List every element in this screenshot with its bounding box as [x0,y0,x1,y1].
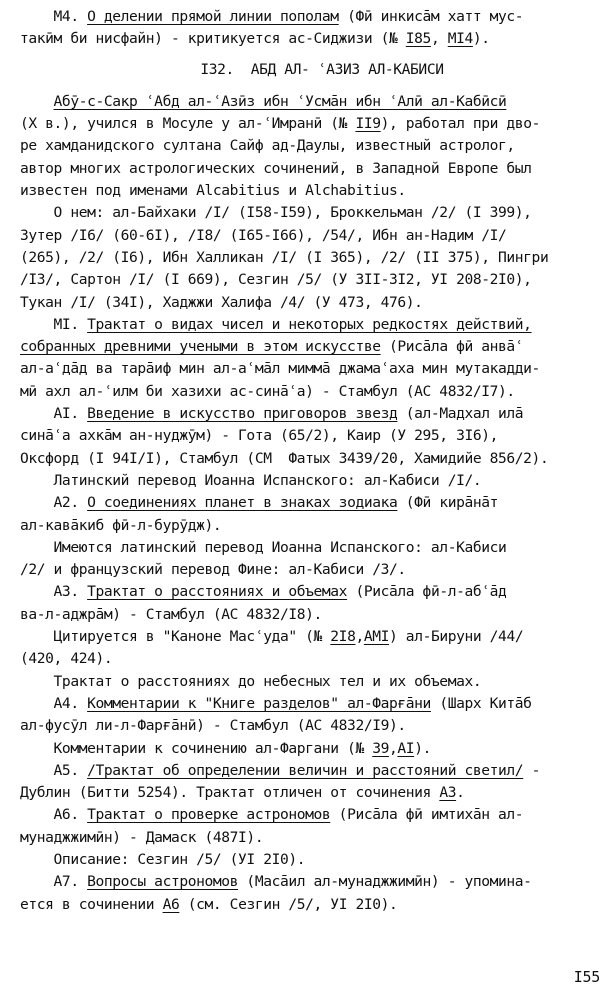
section-heading: I32. АБД АЛ- ʿАЗИЗ АЛ-КАБИСИ [200,60,444,78]
text-segment: Оксфорд (I 94I/I), Стамбул (СМ Фатых 3439/20, Хамидийе 856/2). [20,449,549,467]
text-line [20,515,604,537]
text-line [20,871,604,893]
text-line [20,6,604,28]
text-line [20,336,604,358]
text-segment: Тукан /I/ (34I), Хаджжи Халифа /4/ (У 473, 476). [20,293,423,311]
text-line [20,448,604,470]
text-line [20,894,604,916]
text-line [20,225,604,247]
text-segment: , [355,628,364,646]
text-segment: (Рисāла фӣ анвāʿ [380,338,524,356]
text-segment: Дублин (Битти 5254). Трактат отличен от сочинения [20,784,440,802]
text-line [20,693,604,715]
text-line [20,604,604,626]
text-line [20,827,604,849]
text-segment: А4. [20,694,88,712]
text-segment: Цитируется в "Каноне Масʿуда" (№ [20,628,331,646]
text-line [20,492,604,514]
text-segment: А3. [20,583,88,601]
text-segment: О нем: ал-Байхаки /I/ (I58-I59), Броккельман /2/ (I 399), [20,204,532,222]
text-line [20,91,604,113]
text-segment: (Фӣ инкисāм хатт мус- [338,8,524,25]
text-segment: А2. [20,494,88,512]
text-segment: ) ал-Бируни /44/ [389,628,524,646]
underlined-title: АМI [363,628,390,646]
text-segment: Зутер /I6/ (60-6I), /I8/ (I65-I66), /54/, Ибн ан-Надим /I/ [20,226,507,244]
underlined-title: 39 [372,739,390,757]
text-line [20,626,604,648]
text-segment: автор многих астрологических сочинений, в Западной Европе был [20,159,532,177]
text-line [20,381,604,403]
text-segment: ал-фусӯл ли-л-Фарғāнӣ) - Стамбул (АС 4832/I9). [20,717,406,735]
underlined-title: Абӯ-с-Сакр ʿАбд ал-ʿАзӣз ибн ʿУсмāн ибн ʿАлӣ ал-Кабӣсӣ [53,92,507,110]
text-line [20,269,604,291]
document-body [20,6,604,916]
text-segment: , [389,739,398,757]
text-segment: ). [472,30,490,48]
text-segment: М4. [20,8,88,25]
underlined-title: II9 [355,115,381,133]
text-segment: (420, 424). [20,650,113,668]
text-line [20,180,604,202]
underlined-title: МI4 [447,30,473,48]
text-line [20,358,604,380]
text-segment: Латинский перевод Иоанна Испанского: ал-Кабиси /I/. [20,471,482,489]
text-segment: Имеются латинский перевод Иоанна Испанского: ал-Кабиси [20,538,507,556]
underlined-title: О делении прямой линии пополам [87,8,339,25]
text-segment: (Рисāла фӣ-л-абʿāд [347,583,507,601]
text-line [20,113,604,135]
text-line [20,760,604,782]
text-line [20,559,604,581]
text-segment: /I3/, Сартон /I/ (I 669), Сезгин /5/ (У 3II-3I2, УI 208-2I0), [20,271,532,289]
text-segment: (см. Сезгин /5/, УI 2I0). [179,895,398,913]
text-segment: , [430,30,448,48]
text-line [20,292,604,314]
text-line [20,849,604,871]
text-line [20,135,604,157]
underlined-title: О соединениях планет в знаках зодиака [87,494,398,512]
underlined-title: /Трактат об определении величин и расстояний светил/ [87,761,524,779]
text-segment: /2/ и французский перевод Фине: ал-Кабиси /3/. [20,561,406,579]
text-segment: А7. [20,873,88,891]
text-segment: (Шарх Китāб [430,694,532,712]
text-line [20,425,604,447]
text-segment [20,93,54,110]
underlined-title: Вопросы астрономов [87,873,239,891]
text-segment: ва-л-аджрāм) - Стамбул (АС 4832/I8). [20,605,322,623]
text-segment: ре хамданидского султана Сайф ад-Даулы, известный астролог, [20,137,515,155]
text-line [20,158,604,180]
underlined-title: Комментарии к "Книге разделов" ал-Фарғāни [87,694,431,712]
text-segment: ), работал при дво- [380,115,540,133]
text-segment: мунаджжимӣн) - Дамаск (487I). [20,828,264,846]
text-line [20,314,604,336]
text-segment: мӣ ахл ал-ʿилм би хазихи ас-синāʿа) - Стамбул (АС 4832/I7). [20,382,515,400]
underlined-title: Трактат о проверке астрономов [87,806,331,824]
underlined-title: I85 [405,30,431,48]
underlined-title: АI [397,739,415,757]
text-line [20,581,604,603]
text-segment: ал-кавāкиб фӣ-л-бурӯдж). [20,516,222,534]
text-segment: (ал-Мадхал илā [397,405,524,423]
text-segment: - [523,761,540,779]
text-line [20,671,604,693]
text-segment: А6. [20,806,88,824]
page-number: I55 [573,968,600,986]
underlined-title: Трактат о расстояниях и объемах [87,583,348,601]
text-line [20,28,604,50]
text-line [20,715,604,737]
text-segment: (Масāил ал-мунаджжимӣн) - упомина- [238,873,532,891]
text-segment: Трактат о расстояниях до небесных тел и их объемах. [20,672,482,690]
text-line [20,202,604,224]
text-segment: АI. [20,405,88,423]
text-line [20,403,604,425]
underlined-title: Трактат о видах чисел и некоторых редкостях действий, [87,315,532,333]
text-segment: (Рисāла фӣ имтихāн ал- [330,806,524,824]
text-line [20,470,604,492]
text-line [20,648,604,670]
text-segment: . [456,784,465,802]
underlined-title: 2I8 [330,628,356,646]
text-segment: известен под именами Alcabitius и Alchabitius. [20,182,406,200]
text-line [20,247,604,269]
underlined-title: А3 [439,784,457,802]
text-line [20,738,604,760]
text-line [20,782,604,804]
text-segment: (265), /2/ (I6), Ибн Халликан /I/ (I 365), /2/ (II 375), Пингри [20,248,549,266]
text-segment: Комментарии к сочинению ал-Фаргани (№ [20,739,373,757]
text-segment: Описание: Сезгин /5/ (УI 2I0). [20,850,306,868]
text-line [20,537,604,559]
text-segment: ется в сочинении [20,895,163,913]
underlined-title: Введение в искусство приговоров звезд [87,405,398,423]
text-segment: А5. [20,761,88,779]
text-segment: ). [414,739,431,757]
text-segment: МI. [20,315,88,333]
text-line [20,804,604,826]
text-segment: (X в.), учился в Мосуле у ал-ʿИмранӣ (№ [20,115,356,133]
underlined-title: собранных древними учеными в этом искусстве [20,338,381,356]
text-segment: ал-аʿдāд ва тарāиф мин ал-аʿмāл миммā джамаʿаха мин мутакадди- [20,360,540,378]
text-segment: такӣм би нисфайн) - критикуется ас-Сиджизи (№ [20,30,406,48]
underlined-title: А6 [162,895,180,913]
text-segment: (Фӣ кирāнāт [397,494,499,512]
text-segment: синāʿа ахкāм ан-нуджӯм) - Гота (65/2), Каир (У 295, 3I6), [20,427,499,445]
